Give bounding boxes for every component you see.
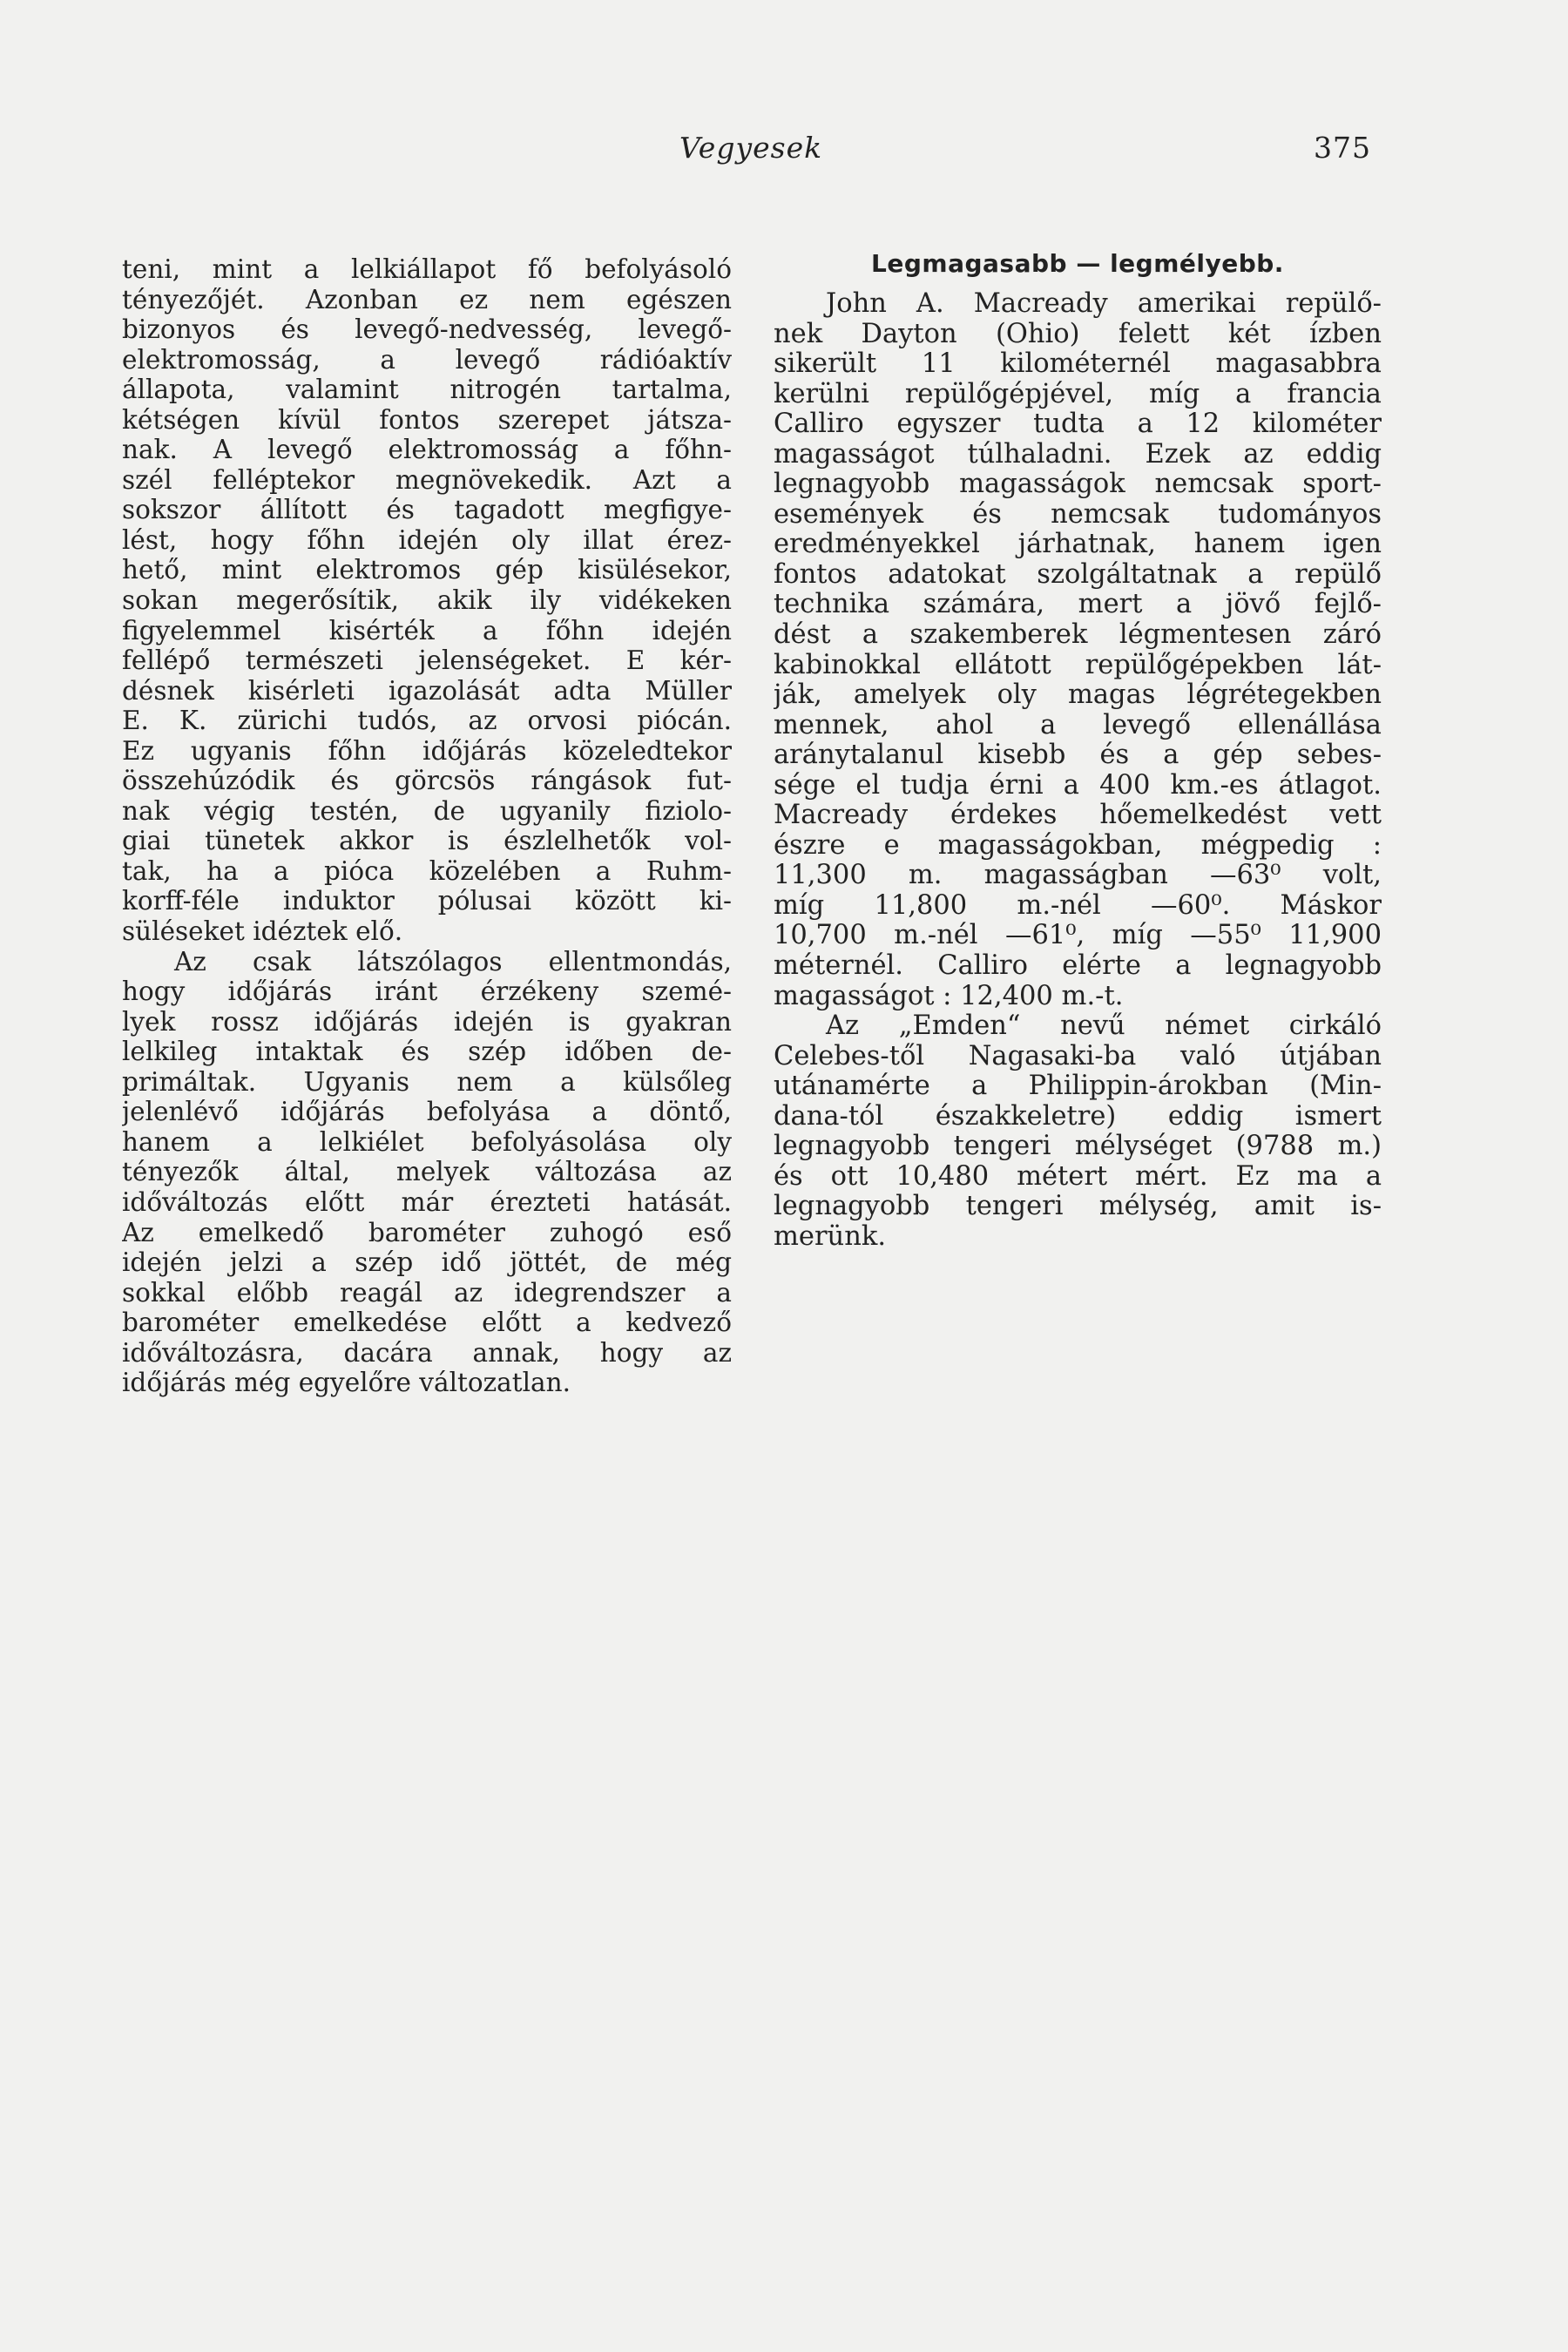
text-line: Az csak látszólagos ellentmondás, [174,946,732,977]
text-line: Macready érdekes hőemelkedést vett [774,801,1382,831]
text-line: legnagyobb tengeri mélység, amit is- [774,1192,1382,1222]
text-line: lyek rossz időjárás idején is gyakran [122,1006,732,1037]
left-column [122,254,732,1398]
text-line: hanem a lelkiélet befolyásolása oly [122,1126,732,1157]
text-line: E. K. zürichi tudós, az orvosi piócán. [122,706,732,736]
text-line: désnek kisérleti igazolását adta Müller [122,675,732,706]
text-line: magasságot : 12,400 m.-t. [774,981,1124,1011]
text-line: mennek, ahol a levegő ellenállása [774,710,1382,740]
text-line: tak, ha a pióca közelében a Ruhm- [122,855,732,886]
text-line: technika számára, mert a jövő fejlő- [774,590,1382,620]
text-line: giai tünetek akkor is észlelhetők vol- [122,826,732,856]
text-line: sége el tudja érni a 400 km.-es átlagot. [774,770,1382,801]
text-line: barométer emelkedése előtt a kedvező [122,1308,732,1338]
text-line: dést a szakemberek légmentesen záró [774,620,1382,651]
text-line: eredményekkel járhatnak, hanem igen [774,530,1382,560]
text-line: lelkileg intaktak és szép időben de- [122,1037,732,1067]
text-line: tényezőjét. Azonban ez nem egészen [122,284,732,314]
text-line: míg 11,800 m.-nél —60⁰. Máskor [774,890,1382,921]
text-line: jelenlévő időjárás befolyása a döntő, [122,1097,732,1127]
text-line: hogy időjárás iránt érzékeny szemé- [122,977,732,1007]
text-line: Az emelkedő barométer zuhogó eső [122,1217,732,1247]
text-line: Calliro egyszer tudta a 12 kilométer [774,409,1382,440]
text-line: kerülni repülőgépjével, míg a francia [774,379,1382,409]
text-line: lést, hogy főhn idején oly illat érez- [122,524,732,555]
text-line: John A. Macready amerikai repülő- [826,289,1382,319]
text-line: magasságot túlhaladni. Ezek az eddig [774,439,1382,470]
text-line: kabinokkal ellátott repülőgépekben lát- [774,650,1382,680]
text-line: sokszor állított és tagadott megfigye- [122,495,732,525]
text-line: süléseket idéztek elő. [122,916,403,947]
text-line: észre e magasságokban, mégpedig : [774,830,1382,861]
text-line: legnagyobb magasságok nemcsak sport- [774,470,1382,500]
text-line: bizonyos és levegő-nedvesség, levegő- [122,314,732,345]
text-line: időváltozás előtt már érezteti hatását. [122,1186,732,1217]
text-line: időjárás még egyelőre változatlan. [122,1368,571,1398]
running-head [0,131,1568,174]
text-line: időváltozásra, dacára annak, hogy az [122,1337,732,1368]
section-heading: Legmagasabb — legmélyebb. [871,249,1284,278]
text-line: tényezők által, melyek változása az [122,1157,732,1187]
text-line: események és nemcsak tudományos [774,499,1382,530]
text-line: nak végig testén, de ugyanily fiziolo- [122,795,732,826]
text-line: állapota, valamint nitrogén tartalma, [122,375,732,405]
text-line: nek Dayton (Ohio) felett két ízben [774,319,1382,349]
text-line: sikerült 11 kilométernél magasabbra [774,349,1382,380]
text-line: Celebes-től Nagasaki-ba való útjában [774,1041,1382,1071]
text-line: teni, mint a lelkiállapot fő befolyásoló [122,254,732,284]
text-line: dana-tól északkeletre) eddig ismert [774,1101,1382,1132]
text-line: fellépő természeti jelenségeket. E kér- [122,645,732,676]
text-line: ják, amelyek oly magas légrétegekben [774,680,1382,711]
text-line: elektromosság, a levegő rádióaktív [122,344,732,375]
text-line: hető, mint elektromos gép kisülésekor, [122,555,732,585]
text-line: utánamérte a Philippin-árokban (Min- [774,1071,1382,1102]
text-line: Az „Emden“ nevű német cirkáló [826,1011,1382,1042]
right-column [774,249,1382,1253]
text-line: 10,700 m.-nél —61⁰, míg —55⁰ 11,900 [774,921,1382,951]
text-line: sokkal előbb reagál az idegrendszer a [122,1277,732,1308]
text-line: figyelemmel kisérték a főhn idején [122,615,732,645]
text-line: primáltak. Ugyanis nem a külsőleg [122,1066,732,1097]
text-line: sokan megerősítik, akik ily vidékeken [122,585,732,616]
text-line: fontos adatokat szolgáltatnak a repülő [774,559,1382,590]
text-line: nak. A levegő elektromosság a főhn- [122,435,732,465]
text-line: merünk. [774,1221,887,1252]
text-line: kétségen kívül fontos szerepet játsza- [122,404,732,435]
text-line: 11,300 m. magasságban —63⁰ volt, [774,861,1382,891]
text-line: összehúzódik és görcsös rángások fut- [122,766,732,796]
text-line: idején jelzi a szép idő jöttét, de még [122,1247,732,1278]
text-line: aránytalanul kisebb és a gép sebes- [774,740,1382,771]
page-number: 375 [1314,131,1371,165]
running-title: Vegyesek [679,131,823,165]
text-line: és ott 10,480 métert mért. Ez ma a [774,1161,1382,1192]
text-line: méternél. Calliro elérte a legnagyobb [774,951,1382,982]
text-line: Ez ugyanis főhn időjárás közeledtekor [122,735,732,766]
text-line: szél felléptekor megnövekedik. Azt a [122,464,732,495]
text-line: korff-féle induktor pólusai között ki- [122,886,732,916]
text-line: legnagyobb tengeri mélységet (9788 m.) [774,1132,1382,1162]
